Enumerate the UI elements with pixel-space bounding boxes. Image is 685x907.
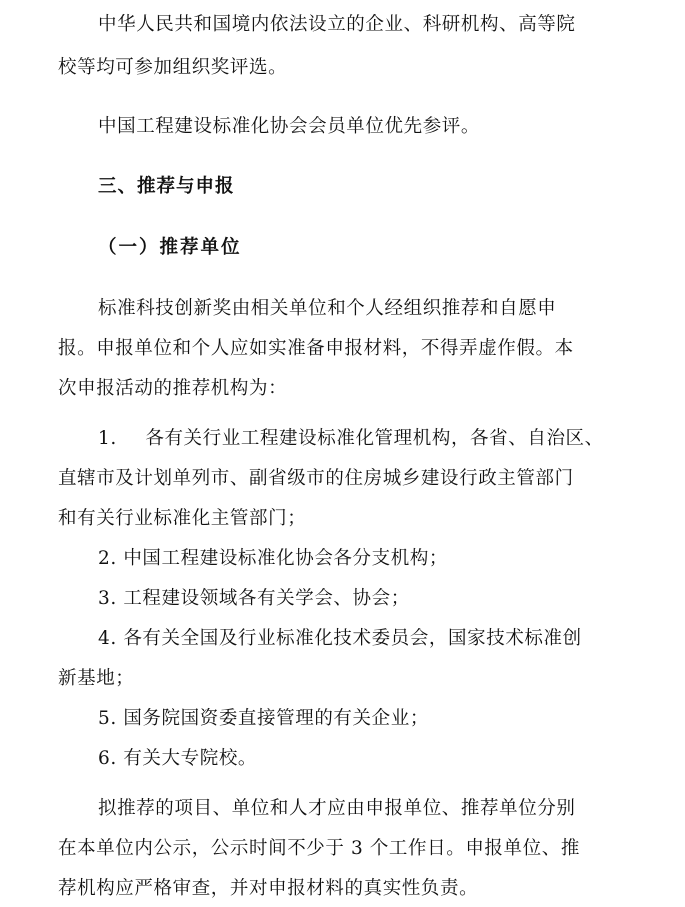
paragraph-line: 直辖市及计划单列市、副省级市的住房城乡建设行政主管部门 <box>58 468 574 489</box>
list-text: 各有关行业工程建设标准化管理机构，各省、自治区、 <box>145 428 604 449</box>
paragraph-line: 在本单位内公示，公示时间不少于 3 个工作日。申报单位、推 <box>58 838 580 859</box>
paragraph-line: 中国工程建设标准化协会会员单位优先参评。 <box>98 116 481 137</box>
list-item <box>98 427 638 451</box>
paragraph-line: 标准科技创新奖由相关单位和个人经组织推荐和自愿申 <box>98 298 557 319</box>
paragraph-line: 次申报活动的推荐机构为： <box>58 378 288 399</box>
paragraph-line: 拟推荐的项目、单位和人才应由申报单位、推荐单位分别 <box>98 798 576 819</box>
paragraph-line: 和有关行业标准化主管部门； <box>58 508 307 529</box>
paragraph-line: 荐机构应严格审查，并对申报材料的真实性负责。 <box>58 878 479 899</box>
list-number: 1. <box>98 428 117 449</box>
paragraph-line: 中华人民共和国境内依法设立的企业、科研机构、高等院 <box>98 14 576 35</box>
subsection-heading: （一）推荐单位 <box>98 237 242 258</box>
paragraph-line: 报。申报单位和个人应如实准备申报材料，不得弄虚作假。本 <box>58 338 574 359</box>
list-item: 2. 中国工程建设标准化协会各分支机构； <box>98 548 449 569</box>
list-item: 4. 各有关全国及行业标准化技术委员会，国家技术标准创 <box>98 628 582 649</box>
paragraph-line: 新基地； <box>58 668 135 689</box>
list-item: 5. 国务院国资委直接管理的有关企业； <box>98 708 429 729</box>
list-item: 3. 工程建设领域各有关学会、协会； <box>98 588 410 609</box>
list-item: 6. 有关大专院校。 <box>98 748 258 769</box>
paragraph-line: 校等均可参加组织奖评选。 <box>58 57 288 78</box>
section-heading: 三、推荐与申报 <box>98 176 235 197</box>
